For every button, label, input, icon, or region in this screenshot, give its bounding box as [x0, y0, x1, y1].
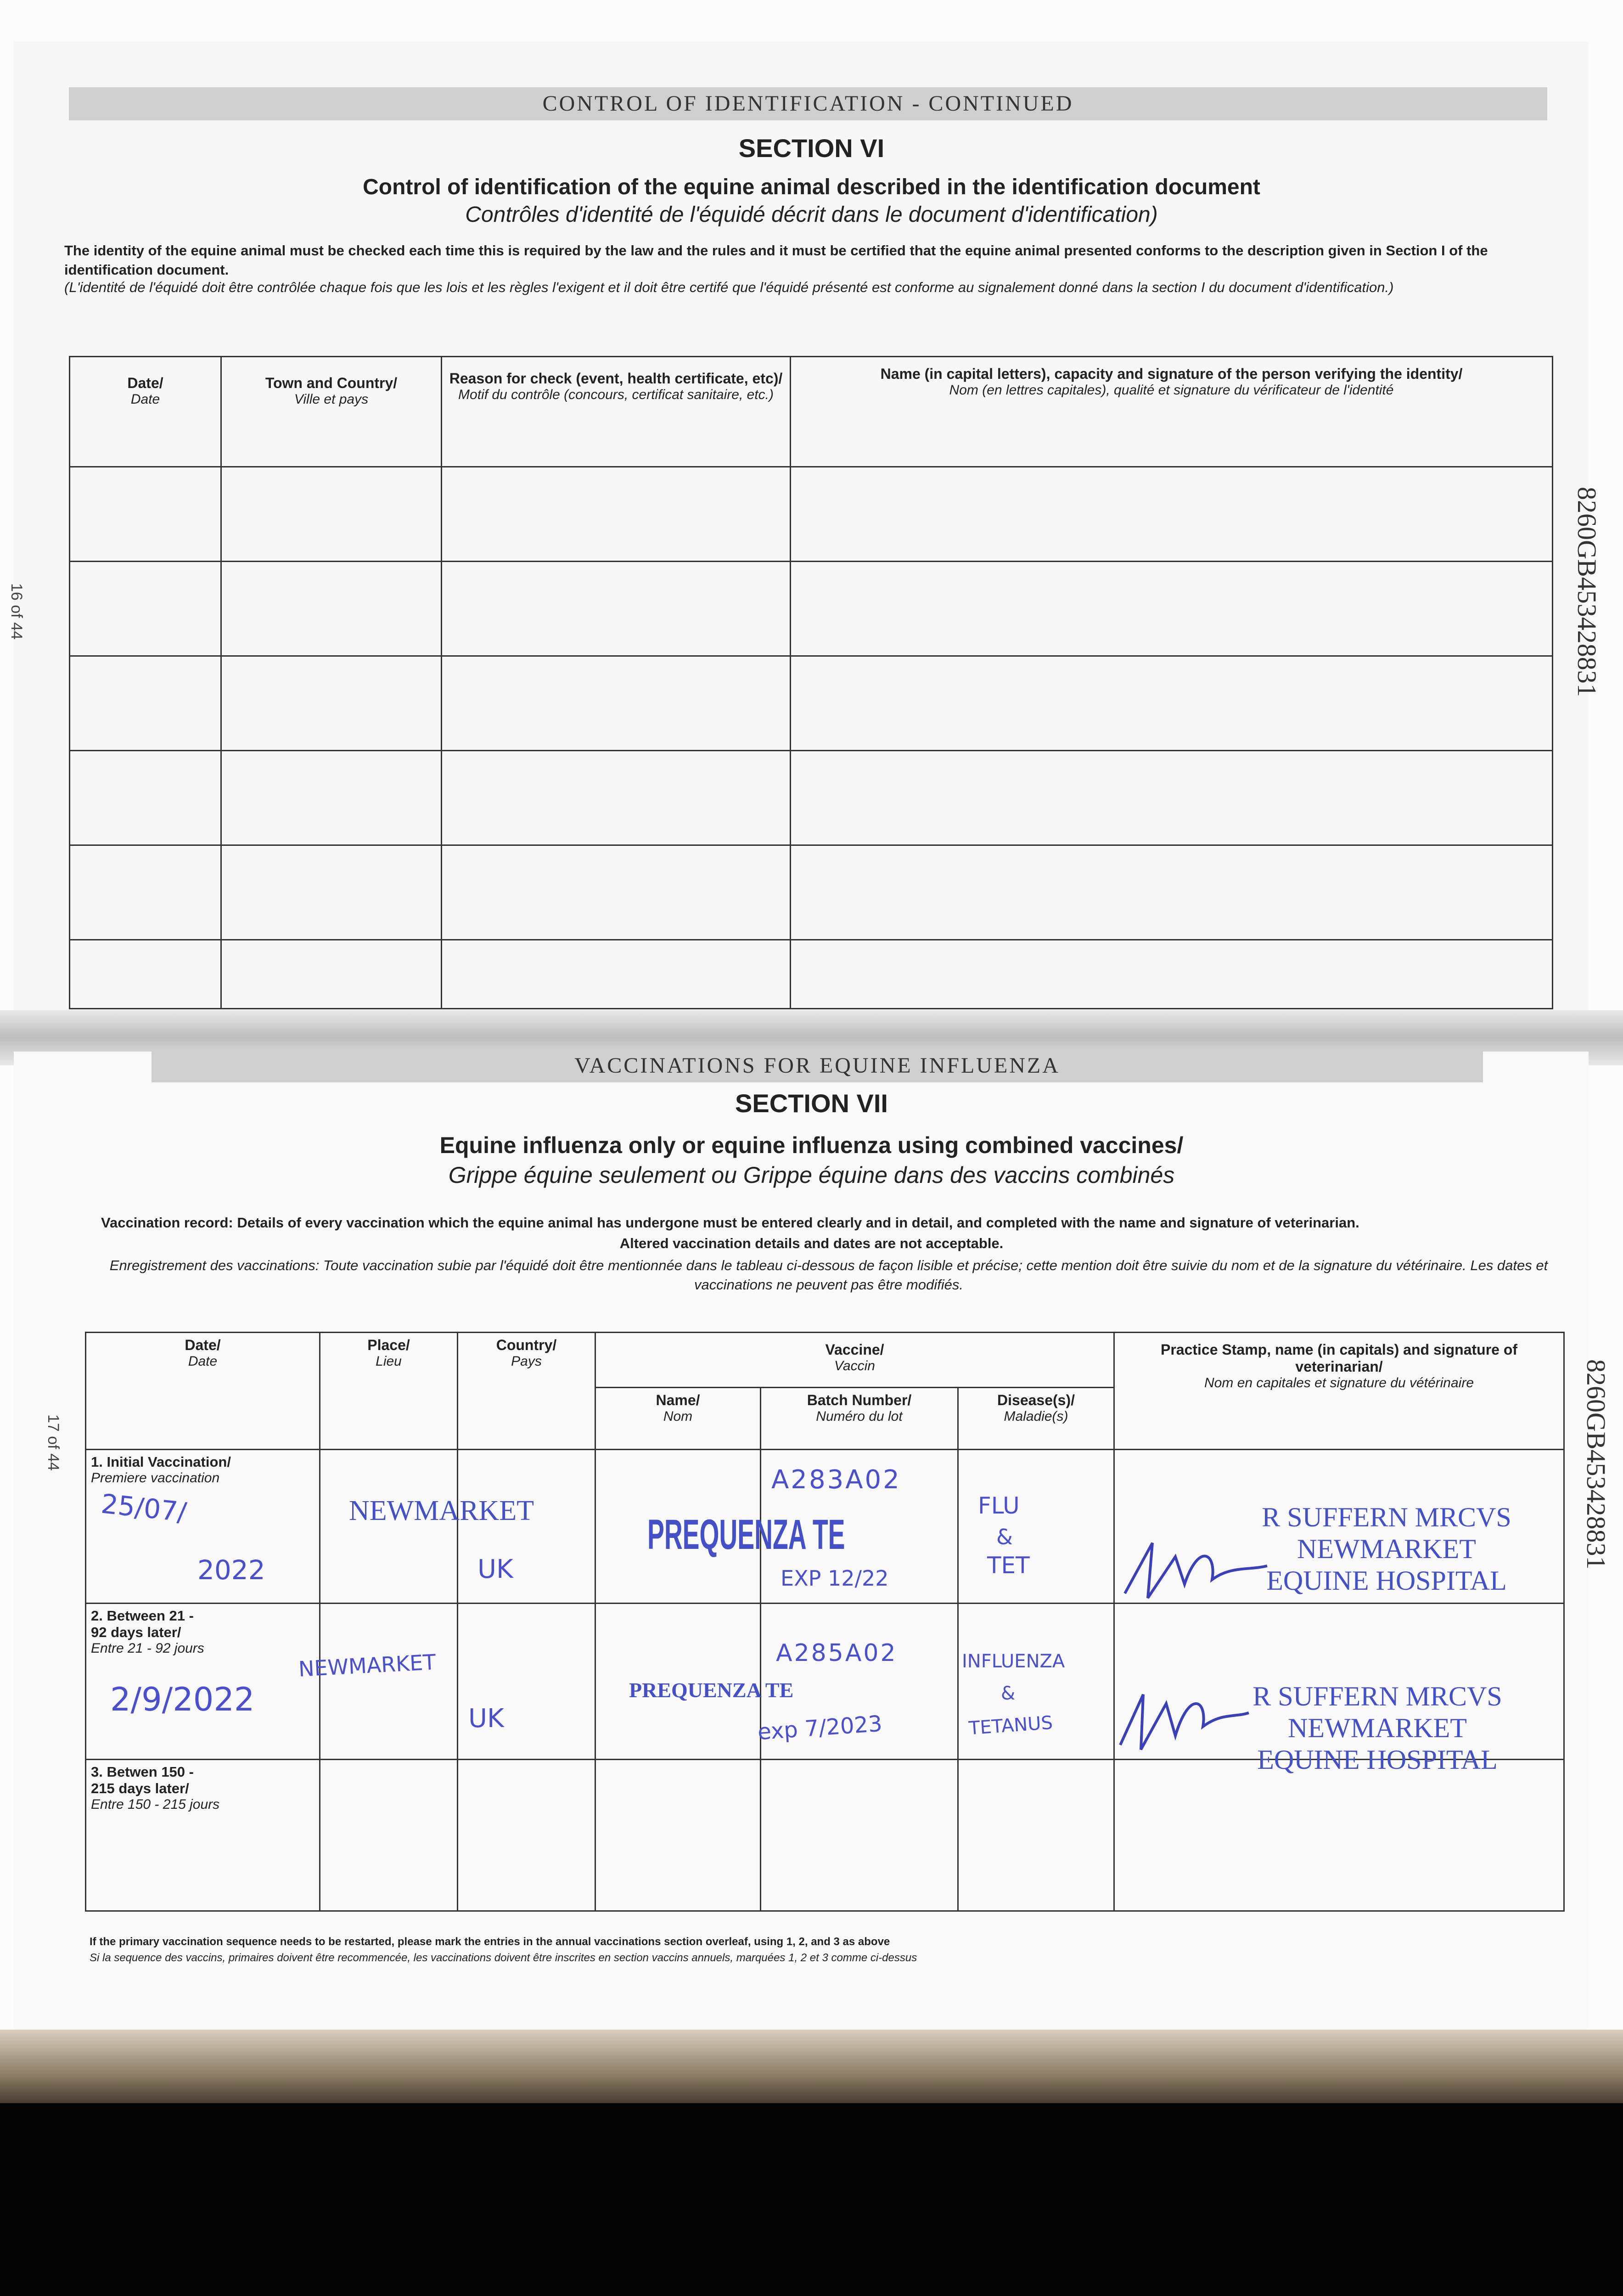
- table-row: [70, 940, 1553, 1009]
- table-cell[interactable]: [442, 467, 791, 562]
- table-row: [70, 467, 1553, 562]
- vacc-date-1: 25/07/: [99, 1488, 188, 1528]
- col-header-date: Date/ Date: [70, 357, 221, 467]
- vacc-disease-1c: TET: [987, 1552, 1030, 1579]
- vacc-disease-2: INFLUENZA: [962, 1651, 1065, 1672]
- vet-stamp-2-line2: NEWMARKET: [1288, 1713, 1467, 1743]
- vacc-place-2: NEWMARKET: [298, 1649, 437, 1682]
- row-label-initial: 1. Initial Vaccination/ Premiere vaccination: [86, 1450, 320, 1604]
- vet-stamp-2: [1230, 1681, 1524, 1776]
- table-cell[interactable]: [320, 1760, 458, 1911]
- row-label-third: 3. Betwen 150 - 215 days later/ Entre 150 - 215 jours: [86, 1760, 320, 1911]
- row-label-second: 2. Between 21 - 92 days later/ Entre 21 - 92 jours: [86, 1604, 320, 1760]
- table-cell[interactable]: [958, 1760, 1114, 1911]
- vet-stamp-1-line1: R SUFFERN MRCVS: [1262, 1502, 1511, 1532]
- table-cell[interactable]: [761, 1760, 958, 1911]
- intro-text-fr: (L'identité de l'équidé doit être contrôlée chaque fois que les lois et les règles l'exigent et il doit être certifé que l'équidé présenté est conforme au signalement donné dans la section I du document d'identification.): [64, 279, 1394, 295]
- table-cell[interactable]: [442, 656, 791, 751]
- col-header-practice: Practice Stamp, name (in capitals) and signature of veterinarian/ Nom en capitales et signature du vétérinaire: [1114, 1333, 1564, 1450]
- record-text-fr: Enregistrement des vaccinations: Toute vaccination subie par l'équidé doit être mentionnée dans le tableau ci-dessous de façon lisible et précise; cette mention doit être suivie du nom et de la signature du vétérinaire. Les dates et vaccinations ne peuvent pas être modifiés.: [109, 1257, 1548, 1293]
- table-cell[interactable]: [221, 845, 442, 940]
- table-row: [70, 845, 1553, 940]
- page-number: 16 of 44: [8, 583, 25, 640]
- record-text: Vaccination record: Details of every vaccination which the equine animal has undergone must be entered clearly and in detail, and completed with the name and signature of veterinarian.: [101, 1215, 1359, 1231]
- section-band-title: VACCINATIONS FOR EQUINE INFLUENZA: [152, 1049, 1483, 1082]
- table-cell[interactable]: [70, 562, 221, 656]
- vet-stamp-1-line3: EQUINE HOSPITAL: [1266, 1565, 1507, 1596]
- vacc-country-1: UK: [477, 1554, 513, 1584]
- table-cell[interactable]: [320, 1604, 458, 1760]
- table-cell[interactable]: [442, 562, 791, 656]
- table-cell[interactable]: [221, 656, 442, 751]
- table-cell[interactable]: [791, 656, 1553, 751]
- vacc-batch-exp-2: exp 7/2023: [757, 1711, 883, 1745]
- table-cell[interactable]: [1114, 1760, 1564, 1911]
- col-header-disease: Disease(s)/ Maladie(s): [958, 1388, 1114, 1450]
- page-number: 17 of 44: [45, 1414, 62, 1471]
- col-header-date: Date/ Date: [86, 1333, 320, 1450]
- record-text-2: Altered vaccination details and dates are not acceptable.: [619, 1235, 1004, 1251]
- intro-text: The identity of the equine animal must be checked each time this is required by the law and the rules and it must be certified that the equine animal presented conforms to the description given in Section I of the identification document.: [64, 242, 1488, 278]
- col-header-vaccine: Vaccine/ Vaccin: [595, 1333, 1114, 1388]
- vet-stamp-2-line1: R SUFFERN MRCVS: [1252, 1681, 1502, 1711]
- col-header-verifier: Name (in capital letters), capacity and signature of the person verifying the identity/ Nom (en lettres capitales), qualité et signature du vérificateur de l'identité: [791, 357, 1553, 467]
- section-heading: Equine influenza only or equine influenza using combined vaccines/: [439, 1132, 1184, 1158]
- table-cell[interactable]: [221, 562, 442, 656]
- col-header-country: Country/ Pays: [458, 1333, 595, 1450]
- table-cell[interactable]: [791, 467, 1553, 562]
- col-header-town: Town and Country/ Ville et pays: [221, 357, 442, 467]
- table-cell[interactable]: [221, 940, 442, 1009]
- vaccination-table: [85, 1332, 1565, 1912]
- vacc-name-1: PREQUENZA TE: [647, 1511, 845, 1558]
- col-header-vaccine-name: Name/ Nom: [595, 1388, 761, 1450]
- table-cell[interactable]: [442, 940, 791, 1009]
- vacc-date-1-year: 2022: [197, 1554, 265, 1586]
- section-title: SECTION VI: [738, 134, 885, 163]
- col-header-batch: Batch Number/ Numéro du lot: [761, 1388, 958, 1450]
- identity-check-table: [69, 356, 1553, 1009]
- vacc-batch-2: A285A02: [776, 1639, 898, 1667]
- footnote: If the primary vaccination sequence needs to be restarted, please mark the entries in the annual vaccinations section overleaf, using 1, 2, and 3 as above: [90, 1936, 890, 1948]
- table-cell[interactable]: [70, 845, 221, 940]
- section-heading: Control of identification of the equine animal described in the identification document: [363, 175, 1260, 199]
- table-row: [70, 562, 1553, 656]
- vet-stamp-1-line2: NEWMARKET: [1297, 1534, 1476, 1564]
- passport-code: 8260GB453428831: [1572, 487, 1602, 697]
- vacc-date-2: 2/9/2022: [110, 1681, 255, 1718]
- vacc-name-2: PREQUENZA TE: [629, 1678, 794, 1702]
- table-cell[interactable]: [442, 751, 791, 845]
- table-cell[interactable]: [458, 1760, 595, 1911]
- section-title: SECTION VII: [735, 1089, 888, 1118]
- scan-background: [0, 2103, 1623, 2296]
- table-row: [86, 1760, 1564, 1911]
- passport-code: 8260GB453428831: [1581, 1359, 1611, 1570]
- vet-stamp-1: [1240, 1502, 1533, 1597]
- vacc-batch-exp-1: EXP 12/22: [781, 1566, 889, 1591]
- footnote-fr: Si la sequence des vaccins, primaires doivent être recommencée, les vaccinations doivent être inscrites en section vaccins annuels, marquées 1, 2 et 3 comme ci-dessus: [90, 1952, 917, 1964]
- vacc-batch-1: A283A02: [771, 1465, 901, 1495]
- col-header-place: Place/ Lieu: [320, 1333, 458, 1450]
- table-cell[interactable]: [791, 845, 1553, 940]
- table-cell[interactable]: [221, 467, 442, 562]
- table-row: [70, 656, 1553, 751]
- vacc-disease-2c: TETANUS: [968, 1712, 1054, 1739]
- table-cell[interactable]: [958, 1450, 1114, 1604]
- book-edge: [0, 2030, 1623, 2108]
- section-heading-fr: Grippe équine seulement ou Grippe équine dans des vaccins combinés: [448, 1162, 1175, 1188]
- vet-stamp-2-line3: EQUINE HOSPITAL: [1257, 1745, 1498, 1775]
- vacc-disease-2b: &: [1001, 1683, 1016, 1704]
- vacc-place-1: NEWMARKET: [349, 1495, 534, 1526]
- table-cell[interactable]: [791, 940, 1553, 1009]
- vacc-disease-1b: &: [996, 1525, 1013, 1549]
- table-cell[interactable]: [70, 751, 221, 845]
- table-cell[interactable]: [221, 751, 442, 845]
- table-cell[interactable]: [70, 940, 221, 1009]
- col-header-reason: Reason for check (event, health certificate, etc)/ Motif du contrôle (concours, certificat sanitaire, etc.): [442, 357, 791, 467]
- table-cell[interactable]: [70, 656, 221, 751]
- section-heading-fr: Contrôles d'identité de l'équidé décrit dans le document d'identification): [465, 203, 1158, 227]
- table-cell[interactable]: [458, 1604, 595, 1760]
- table-cell[interactable]: [791, 751, 1553, 845]
- section-band-title: CONTROL OF IDENTIFICATION - CONTINUED: [69, 87, 1547, 120]
- table-cell[interactable]: [70, 467, 221, 562]
- table-cell[interactable]: [442, 845, 791, 940]
- table-cell[interactable]: [595, 1760, 761, 1911]
- table-cell[interactable]: [791, 562, 1553, 656]
- vacc-country-2: UK: [468, 1704, 504, 1733]
- vacc-disease-1: FLU: [978, 1492, 1020, 1519]
- table-row: [70, 751, 1553, 845]
